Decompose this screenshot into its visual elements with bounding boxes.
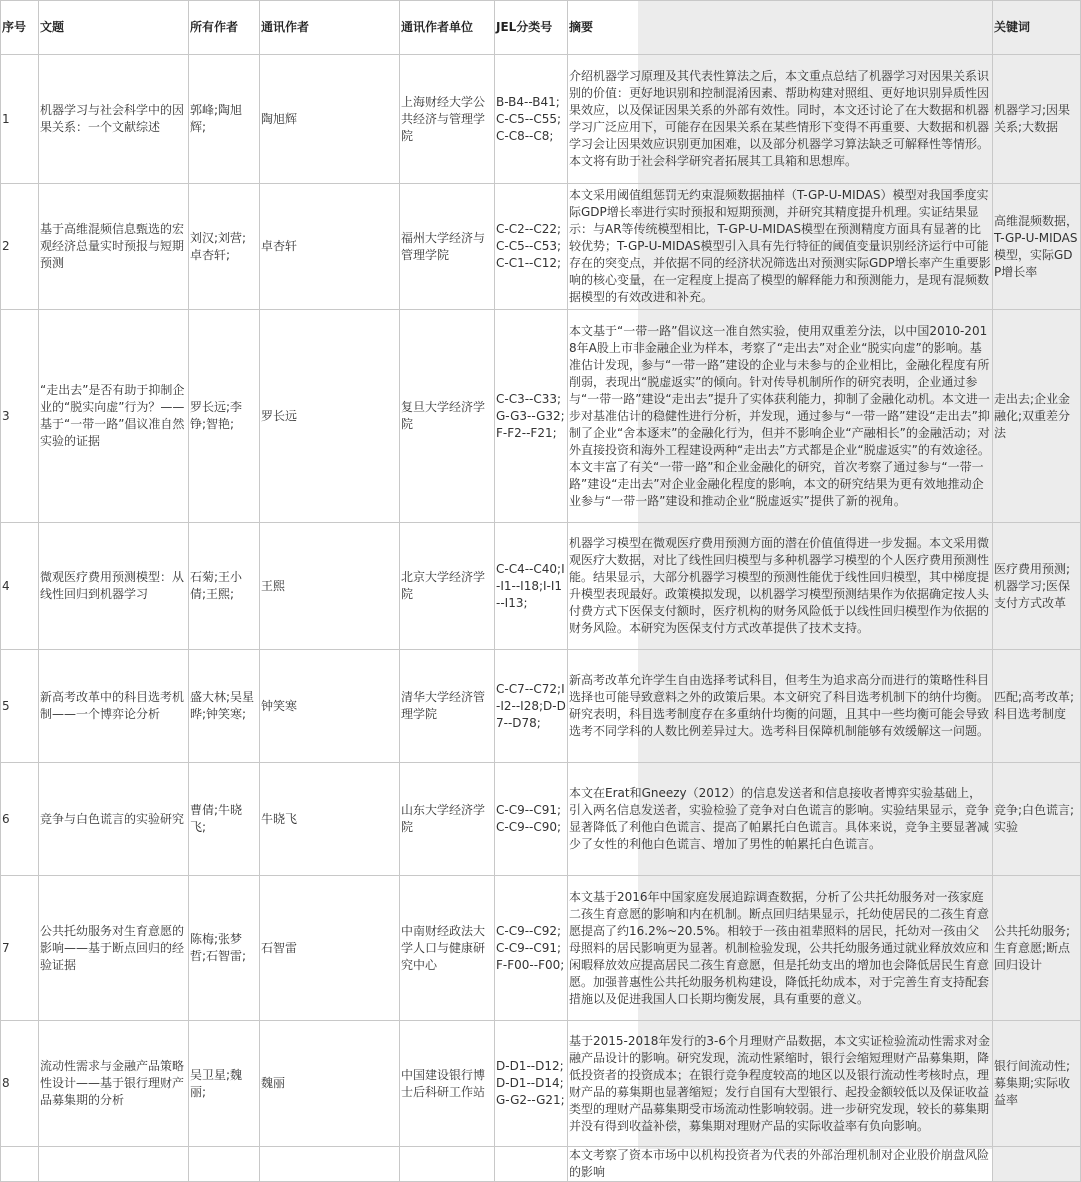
table-row xyxy=(1,650,1081,763)
cell-abstract: 本文考察了资本市场中以机构投资者为代表的外部治理机制对企业股价崩盘风险的影响 xyxy=(568,1147,993,1182)
cell-corresponding: 卓杏轩 xyxy=(260,184,400,310)
cell-jel: D-D1--D12;D-D1--D14;G-G2--G21; xyxy=(495,1021,568,1147)
cell-keywords: 匹配;高考改革;科目选考制度 xyxy=(993,650,1081,763)
cell-corresponding: 魏丽 xyxy=(260,1021,400,1147)
cell-corresponding: 钟笑寒 xyxy=(260,650,400,763)
cell-affiliation xyxy=(400,1147,495,1182)
table-row-partial xyxy=(1,1147,1081,1182)
cell-keywords: 公共托幼服务;生育意愿;断点回归设计 xyxy=(993,876,1081,1021)
cell-abstract: 介绍机器学习原理及其代表性算法之后，本文重点总结了机器学习对因果关系识别的价值：更好地识别和控制混淆因素、帮助构建对照组、更好地识别异质性因果效应，以及保证因果关系的外部有效性。同时，本文还讨论了在大数据和机器学习广泛应用下，可能存在因果关系在某些情形下变得不再重要、大数据和机器学习会让因果效应识别更加困难，以及部分机器学习算法缺乏可解释性等情形。本文将有助于社会科学研究者拓展其工具箱和思想库。 xyxy=(568,55,993,184)
cell-no: 8 xyxy=(1,1021,39,1147)
cell-no xyxy=(1,1147,39,1182)
cell-no: 1 xyxy=(1,55,39,184)
cell-keywords: 银行间流动性;募集期;实际收益率 xyxy=(993,1021,1081,1147)
table-row xyxy=(1,523,1081,650)
cell-corresponding xyxy=(260,1147,400,1182)
cell-no: 7 xyxy=(1,876,39,1021)
cell-affiliation: 山东大学经济学院 xyxy=(400,763,495,876)
cell-affiliation: 复旦大学经济学院 xyxy=(400,310,495,523)
table-row xyxy=(1,310,1081,523)
cell-authors: 郭峰;陶旭辉; xyxy=(189,55,260,184)
cell-keywords: 高维混频数据，T-GP-U-MIDAS模型，实际GDP增长率 xyxy=(993,184,1081,310)
cell-no: 4 xyxy=(1,523,39,650)
cell-affiliation: 中国建设银行博士后科研工作站 xyxy=(400,1021,495,1147)
cell-authors: 罗长远;李铮;智艳; xyxy=(189,310,260,523)
cell-abstract: 基于2015-2018年发行的3-6个月理财产品数据，本文实证检验流动性需求对金融产品设计的影响。研究发现，流动性紧缩时，银行会缩短理财产品募集期，降低投资者的投资成本；在银行竞争程度较高的地区以及银行流动性考核时点，理财产品的募集期也显著缩短；发行自国有大型银行、起投金额较低以及保证收益类型的理财产品募集期受市场流动性影响较弱。进一步研究发现，较长的募集期并没有得到收益补偿，募集期对理财产品的实际收益率有负向影响。 xyxy=(568,1021,993,1147)
cell-corresponding: 王熙 xyxy=(260,523,400,650)
col-header-corresponding: 通讯作者 xyxy=(260,1,400,55)
cell-abstract: 机器学习模型在微观医疗费用预测方面的潜在价值值得进一步发掘。本文采用微观医疗大数据，对比了线性回归模型与多种机器学习模型的个人医疗费用预测性能。结果显示，大部分机器学习模型的预测性能优于线性回归模型，其中梯度提升模型表现最好。政策模拟发现，以机器学习模型预测结果作为依据确定按人头付费方式下医保支付额时，医疗机构的财务风险低于以线性回归模型作为依据的财务风险。本研究为医保支付方式改革提供了技术支持。 xyxy=(568,523,993,650)
cell-no: 5 xyxy=(1,650,39,763)
table-row xyxy=(1,1021,1081,1147)
table-row xyxy=(1,763,1081,876)
cell-jel: C-C9--C92;C-C9--C91;F-F00--F00; xyxy=(495,876,568,1021)
cell-authors: 吴卫星;魏丽; xyxy=(189,1021,260,1147)
table-row xyxy=(1,55,1081,184)
cell-corresponding: 石智雷 xyxy=(260,876,400,1021)
cell-affiliation: 中南财经政法大学人口与健康研究中心 xyxy=(400,876,495,1021)
cell-abstract: 本文基于“一带一路”倡议这一准自然实验，使用双重差分法，以中国2010-2018年A股上市非金融企业为样本，考察了“走出去”对企业“脱实向虚”的影响。基准估计发现，参与“一带一路”建设的企业与未参与的企业相比，金融化程度有所削弱，表现出“脱虚返实”的倾向。针对传导机制所作的研究表明，企业通过参与“一带一路”建设“走出去”提升了实体获利能力，抑制了金融化动机。本文进一步对基准估计的稳健性进行分析，并发现，通过参与“一带一路”建设“走出去”抑制了企业“舍本逐末”的金融化行为，但并不影响企业“产融相长”的金融活动；对外直接投资和海外工程建设两种“走出去”方式都是企业“脱虚返实”的有效途径。本文丰富了有关“一带一路”和企业金融化的研究，首次考察了通过参与“一带一路”建设“走出去”对企业金融化程度的影响，本文的研究结果为更有效地推动企业参与“一带一路”建设和推动企业“脱虚返实”提供了新的视角。 xyxy=(568,310,993,523)
cell-authors xyxy=(189,1147,260,1182)
cell-jel: C-C4--C40;I-I1--I18;I-I1--I13; xyxy=(495,523,568,650)
cell-title: 基于高维混频信息甄选的宏观经济总量实时预报与短期预测 xyxy=(39,184,189,310)
cell-title: 微观医疗费用预测模型：从线性回归到机器学习 xyxy=(39,523,189,650)
col-header-title: 文题 xyxy=(39,1,189,55)
cell-corresponding: 罗长远 xyxy=(260,310,400,523)
cell-keywords: 竞争;白色谎言;实验 xyxy=(993,763,1081,876)
table-row xyxy=(1,876,1081,1021)
header-row xyxy=(1,1,1081,55)
cell-jel: C-C3--C33;G-G3--G32;F-F2--F21; xyxy=(495,310,568,523)
cell-authors: 陈梅;张梦哲;石智雷; xyxy=(189,876,260,1021)
cell-corresponding: 牛晓飞 xyxy=(260,763,400,876)
cell-keywords: 机器学习;因果关系;大数据 xyxy=(993,55,1081,184)
cell-title xyxy=(39,1147,189,1182)
cell-title: 竞争与白色谎言的实验研究 xyxy=(39,763,189,876)
cell-authors: 刘汉;刘营;卓杏轩; xyxy=(189,184,260,310)
cell-keywords: 走出去;企业金融化;双重差分法 xyxy=(993,310,1081,523)
cell-abstract: 本文基于2016年中国家庭发展追踪调查数据，分析了公共托幼服务对一孩家庭二孩生育意愿的影响和内在机制。断点回归结果显示，托幼使居民的二孩生育意愿提高了约16.2%~20.5%。相较于一孩由祖辈照料的居民，托幼对一孩由父母照料的居民影响更为显著。机制检验发现，公共托幼服务通过就业释放效应和闲暇释放效应提高居民二孩生育意愿，但是托幼支出的增加也会降低居民生育意愿。加强普惠性公共托幼服务机构建设，降低托幼成本，对于完善生育支持配套措施以及促进我国人口长期均衡发展，具有重要的意义。 xyxy=(568,876,993,1021)
cell-abstract: 新高考改革允许学生自由选择考试科目，但考生为追求高分而进行的策略性科目选择也可能导致意料之外的政策后果。本文研究了科目选考机制下的纳什均衡。研究表明，科目选考制度存在多重纳什均衡的问题，且其中一些均衡可能会导致选考不同学科的人数比例差异过大。选考科目保障机制能够有效缓解这一问题。 xyxy=(568,650,993,763)
col-header-no: 序号 xyxy=(1,1,39,55)
cell-title: 公共托幼服务对生育意愿的影响——基于断点回归的经验证据 xyxy=(39,876,189,1021)
cell-corresponding: 陶旭辉 xyxy=(260,55,400,184)
cell-no: 2 xyxy=(1,184,39,310)
cell-no: 3 xyxy=(1,310,39,523)
cell-jel: C-C9--C91;C-C9--C90; xyxy=(495,763,568,876)
cell-authors: 盛大林;吴星晔;钟笑寒; xyxy=(189,650,260,763)
cell-abstract: 本文在Erat和Gneezy（2012）的信息发送者和信息接收者博弈实验基础上，引入两名信息发送者，实验检验了竞争对白色谎言的影响。实验结果显示，竞争显著降低了利他白色谎言、提高了帕累托白色谎言。具体来说，竞争主要显著减少了女性的利他白色谎言、增加了男性的帕累托白色谎言。 xyxy=(568,763,993,876)
cell-affiliation: 福州大学经济与管理学院 xyxy=(400,184,495,310)
cell-affiliation: 上海财经大学公共经济与管理学院 xyxy=(400,55,495,184)
cell-title: 新高考改革中的科目选考机制——一个博弈论分析 xyxy=(39,650,189,763)
col-header-abstract: 摘要 xyxy=(568,1,993,55)
cell-authors: 石菊;王小倩;王熙; xyxy=(189,523,260,650)
cell-authors: 曹倩;牛晓飞; xyxy=(189,763,260,876)
col-header-keywords: 关键词 xyxy=(993,1,1081,55)
cell-affiliation: 清华大学经济管理学院 xyxy=(400,650,495,763)
cell-keywords: 医疗费用预测;机器学习;医保支付方式改革 xyxy=(993,523,1081,650)
cell-keywords xyxy=(993,1147,1081,1182)
col-header-jel: JEL分类号 xyxy=(495,1,568,55)
cell-title: 机器学习与社会科学中的因果关系：一个文献综述 xyxy=(39,55,189,184)
col-header-authors: 所有作者 xyxy=(189,1,260,55)
col-header-affiliation: 通讯作者单位 xyxy=(400,1,495,55)
cell-affiliation: 北京大学经济学院 xyxy=(400,523,495,650)
cell-jel: B-B4--B41;C-C5--C55;C-C8--C8; xyxy=(495,55,568,184)
cell-abstract: 本文采用阈值组惩罚无约束混频数据抽样（T-GP-U-MIDAS）模型对我国季度实际GDP增长率进行实时预报和短期预测，并研究其精度提升机理。实证结果显示：与AR等传统模型相比，T-GP-U-MIDAS模型在预测精度方面具有显著的比较优势；T-GP-U-MIDAS模型引入具有先行特征的阈值变量识别经济运行中可能存在的突变点，并依据不同的经济状况筛选出对预测实际GDP增长率产生重要影响的核心变量，在一定程度上提高了模型的解释能力和预测能力，是现有混频数据模型的有效改进和补充。 xyxy=(568,184,993,310)
cell-jel: C-C7--C72;I-I2--I28;D-D7--D78; xyxy=(495,650,568,763)
cell-no: 6 xyxy=(1,763,39,876)
cell-jel xyxy=(495,1147,568,1182)
table-row xyxy=(1,184,1081,310)
cell-title: 流动性需求与金融产品策略性设计——基于银行理财产品募集期的分析 xyxy=(39,1021,189,1147)
cell-jel: C-C2--C22;C-C5--C53;C-C1--C12; xyxy=(495,184,568,310)
cell-title: “走出去”是否有助于抑制企业的“脱实向虚”行为？——基于“一带一路”倡议准自然实验的证据 xyxy=(39,310,189,523)
